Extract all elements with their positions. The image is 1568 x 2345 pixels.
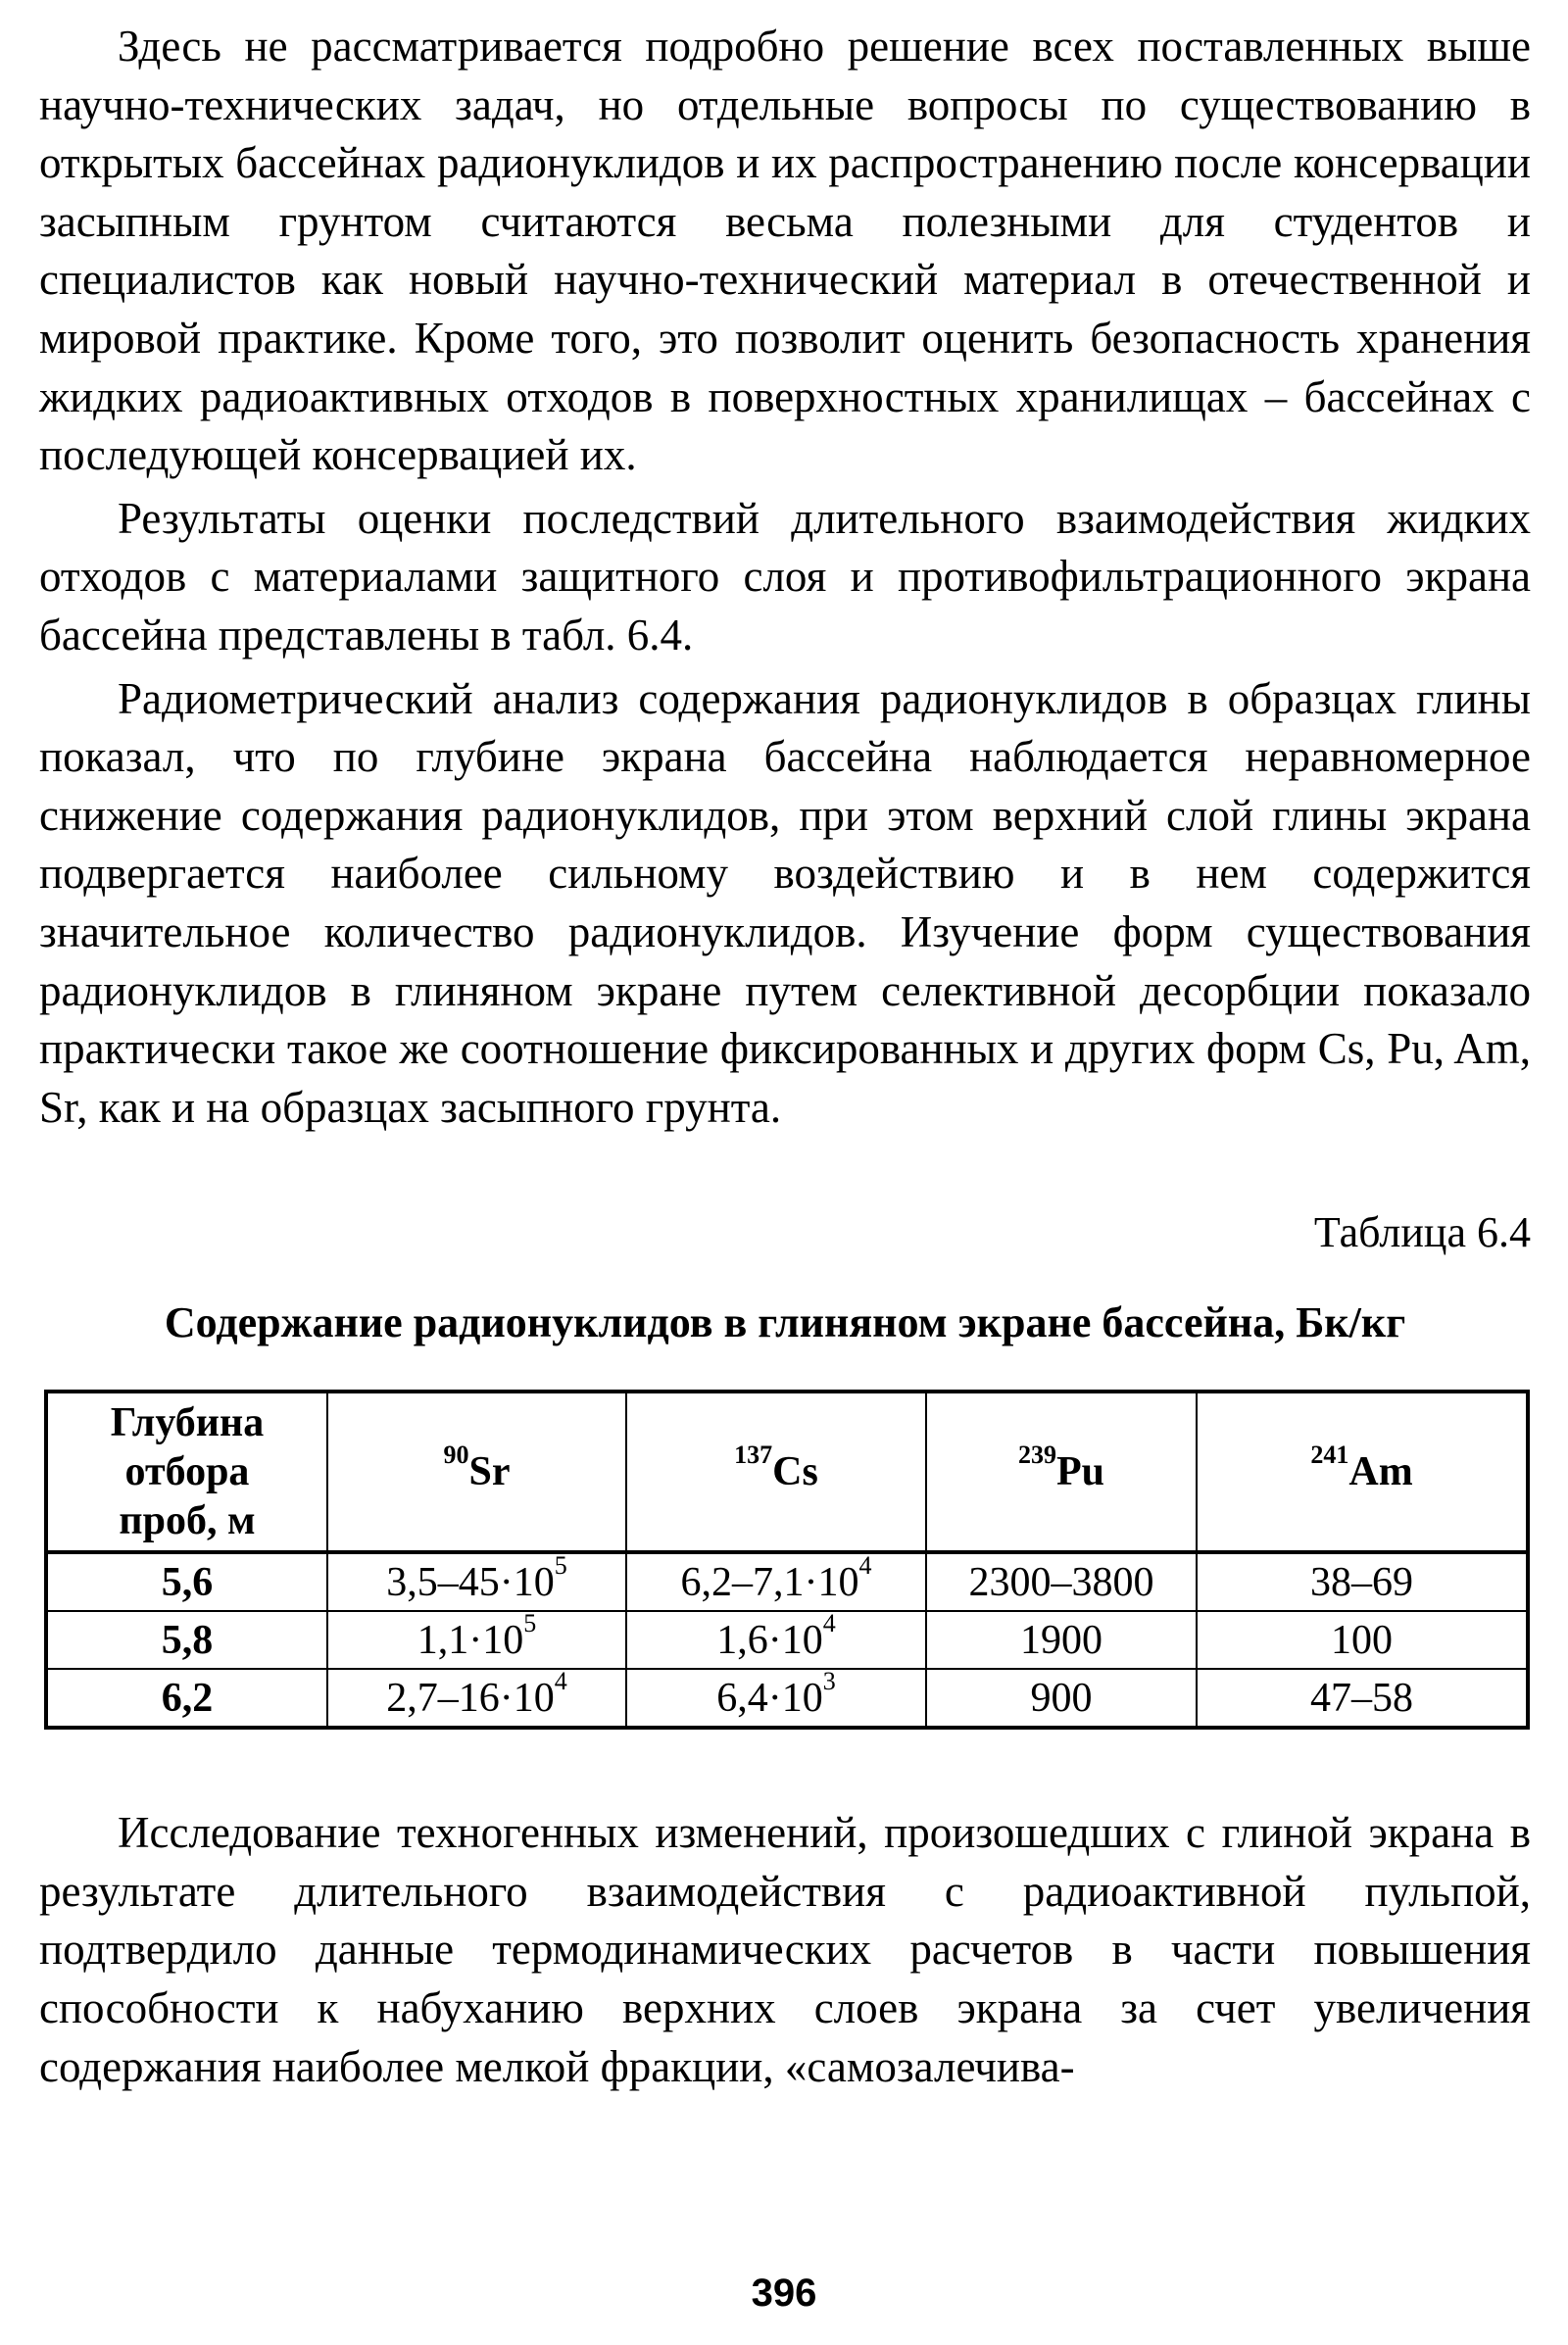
sr-cell: $1,1\cdot 10^5$ (327, 1611, 626, 1669)
table-row (46, 1611, 1528, 1669)
table-header-row (46, 1392, 1528, 1552)
cs-cell: $1,6\cdot 10^4$ (626, 1611, 926, 1669)
header-am241: $^{241}$Am (1197, 1392, 1528, 1552)
sr-cell: $3,5-45\cdot 10^5$ (327, 1552, 626, 1611)
table-label: Таблица 6.4 (1313, 1208, 1531, 1257)
depth-cell: 6,2 (46, 1669, 327, 1728)
pu-cell: 1900 (926, 1611, 1197, 1669)
paragraph-3: Радиометрический анализ содержания радионуклидов в образцах глины показал, что по глубине экрана бассейна наблюдается неравномерное снижение содержания радионуклидов, при этом верхний слой глины экрана подвергается наиболее сильному воздействию и в нем содержится значительное количество радионуклидов. Изучение форм существования радионуклидов в глиняном экране путем селективной десорбции показало практически такое же соотношение фиксированных и других форм Cs, Pu, Am, Sr, как и на образцах засыпного грунта. (39, 673, 1531, 1132)
am-cell: 47–58 (1197, 1669, 1528, 1728)
table-title: Содержание радионуклидов в глиняном экране бассейна, Бк/кг (164, 1298, 1406, 1347)
table-row (46, 1669, 1528, 1728)
header-cs137: $^{137}$Cs (626, 1392, 926, 1552)
cs-cell: $6,4\cdot 10^3$ (626, 1669, 926, 1728)
cs-cell: $6,2-7,1\cdot 10^4$ (626, 1552, 926, 1611)
page (39, 18, 1531, 2101)
header-sr90: $^{90}$Sr (327, 1392, 626, 1552)
paragraph-1: Здесь не рассматривается подробно решение всех поставленных выше научно-технических задач, но отдельные вопросы по существованию в открытых бассейнах радионуклидов и их распространению после консервации засыпным грунтом считаются весьма полезными для студентов и специалистов как новый научно-технический материал в отечественной и мировой практике. Кроме того, это позволит оценить безопасность хранения жидких радиоактивных отходов в поверхностных хранилищах – бассейнах с последующей консервацией их. (39, 22, 1531, 480)
sr-cell: $2,7-16\cdot 10^4$ (327, 1669, 626, 1728)
am-cell: 38–69 (1197, 1552, 1528, 1611)
header-depth: Глубина отбора проб, м (46, 1392, 327, 1552)
header-pu239: $^{239}$Pu (926, 1392, 1197, 1552)
depth-cell: 5,8 (46, 1611, 327, 1669)
depth-cell: 5,6 (46, 1552, 327, 1611)
page-number: 396 (751, 2272, 817, 2315)
am-cell: 100 (1197, 1611, 1528, 1669)
pu-cell: 900 (926, 1669, 1197, 1728)
paragraph-after-table: Исследование техногенных изменений, произошедших с глиной экрана в результате длительного взаимодействия с радиоактивной пульпой, подтвердило данные термодинамических расчетов в части повышения способности к набуханию верхних слоев экрана за счет увеличения содержания наиболее мелкой фракции, «самозалечива- (39, 1808, 1531, 2091)
pu-cell: 2300–3800 (926, 1552, 1197, 1611)
radionuclide-table (44, 1390, 1530, 1730)
paragraph-2: Результаты оценки последствий длительного взаимодействия жидких отходов с материалами защитного слоя и противофильтрационного экрана бассейна представлены в табл. 6.4. (39, 493, 1531, 660)
table-row (46, 1552, 1528, 1611)
